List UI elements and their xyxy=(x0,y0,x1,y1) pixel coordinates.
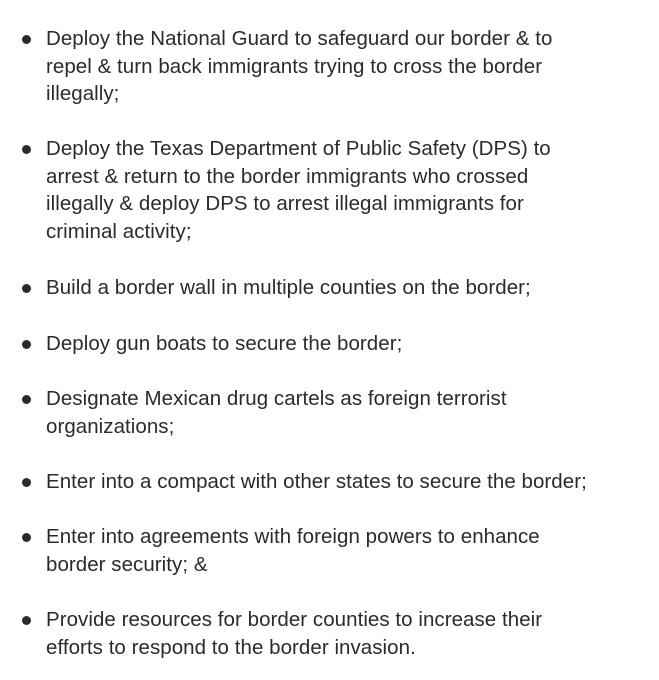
list-item-line: Deploy the National Guard to safeguard our border & to xyxy=(46,27,553,50)
list-item-line: border security; & xyxy=(46,552,208,576)
list-item-line: Deploy gun boats to secure the border; xyxy=(46,332,403,355)
list-item-text xyxy=(46,135,656,245)
list-item-text xyxy=(46,606,656,661)
list-item-line: criminal activity; xyxy=(46,219,192,243)
list-item-line: Enter into agreements with foreign powers to enhance xyxy=(46,525,540,548)
list-item-line: Provide resources for border counties to increase their xyxy=(46,608,543,631)
list-item-line: illegally & deploy DPS to arrest illegal immigrants for xyxy=(46,192,524,215)
list-item-line: organizations; xyxy=(46,414,175,438)
list-item-line: arrest & return to the border immigrants who crossed xyxy=(46,164,529,188)
bullet-dot xyxy=(22,35,31,44)
list-item-line: Enter into a compact with other states to secure the border; xyxy=(46,470,587,493)
bullet-dot xyxy=(22,340,31,349)
list-item-text xyxy=(46,330,656,358)
list-item-line: repel & turn back immigrants trying to cross the border xyxy=(46,54,543,78)
list-item-text xyxy=(46,523,656,578)
list-item-text xyxy=(46,385,656,440)
list-item-line: Deploy the Texas Department of Public Safety (DPS) to xyxy=(46,137,551,160)
list-item-text xyxy=(46,25,656,108)
bullet-dot xyxy=(22,533,31,542)
list-item-line: efforts to respond to the border invasion. xyxy=(46,635,416,659)
bullet-dot xyxy=(22,145,31,154)
list-item-line: illegally; xyxy=(46,82,120,105)
bullet-dot xyxy=(22,284,31,293)
bullet-dot xyxy=(22,478,31,487)
list-item-text xyxy=(46,274,656,302)
list-item-text xyxy=(46,468,656,496)
list-item-line: Build a border wall in multiple counties on the border; xyxy=(46,276,531,299)
bullet-dot xyxy=(22,395,31,404)
bullet-dot xyxy=(22,616,31,625)
list-item-line: Designate Mexican drug cartels as foreign terrorist xyxy=(46,387,507,410)
